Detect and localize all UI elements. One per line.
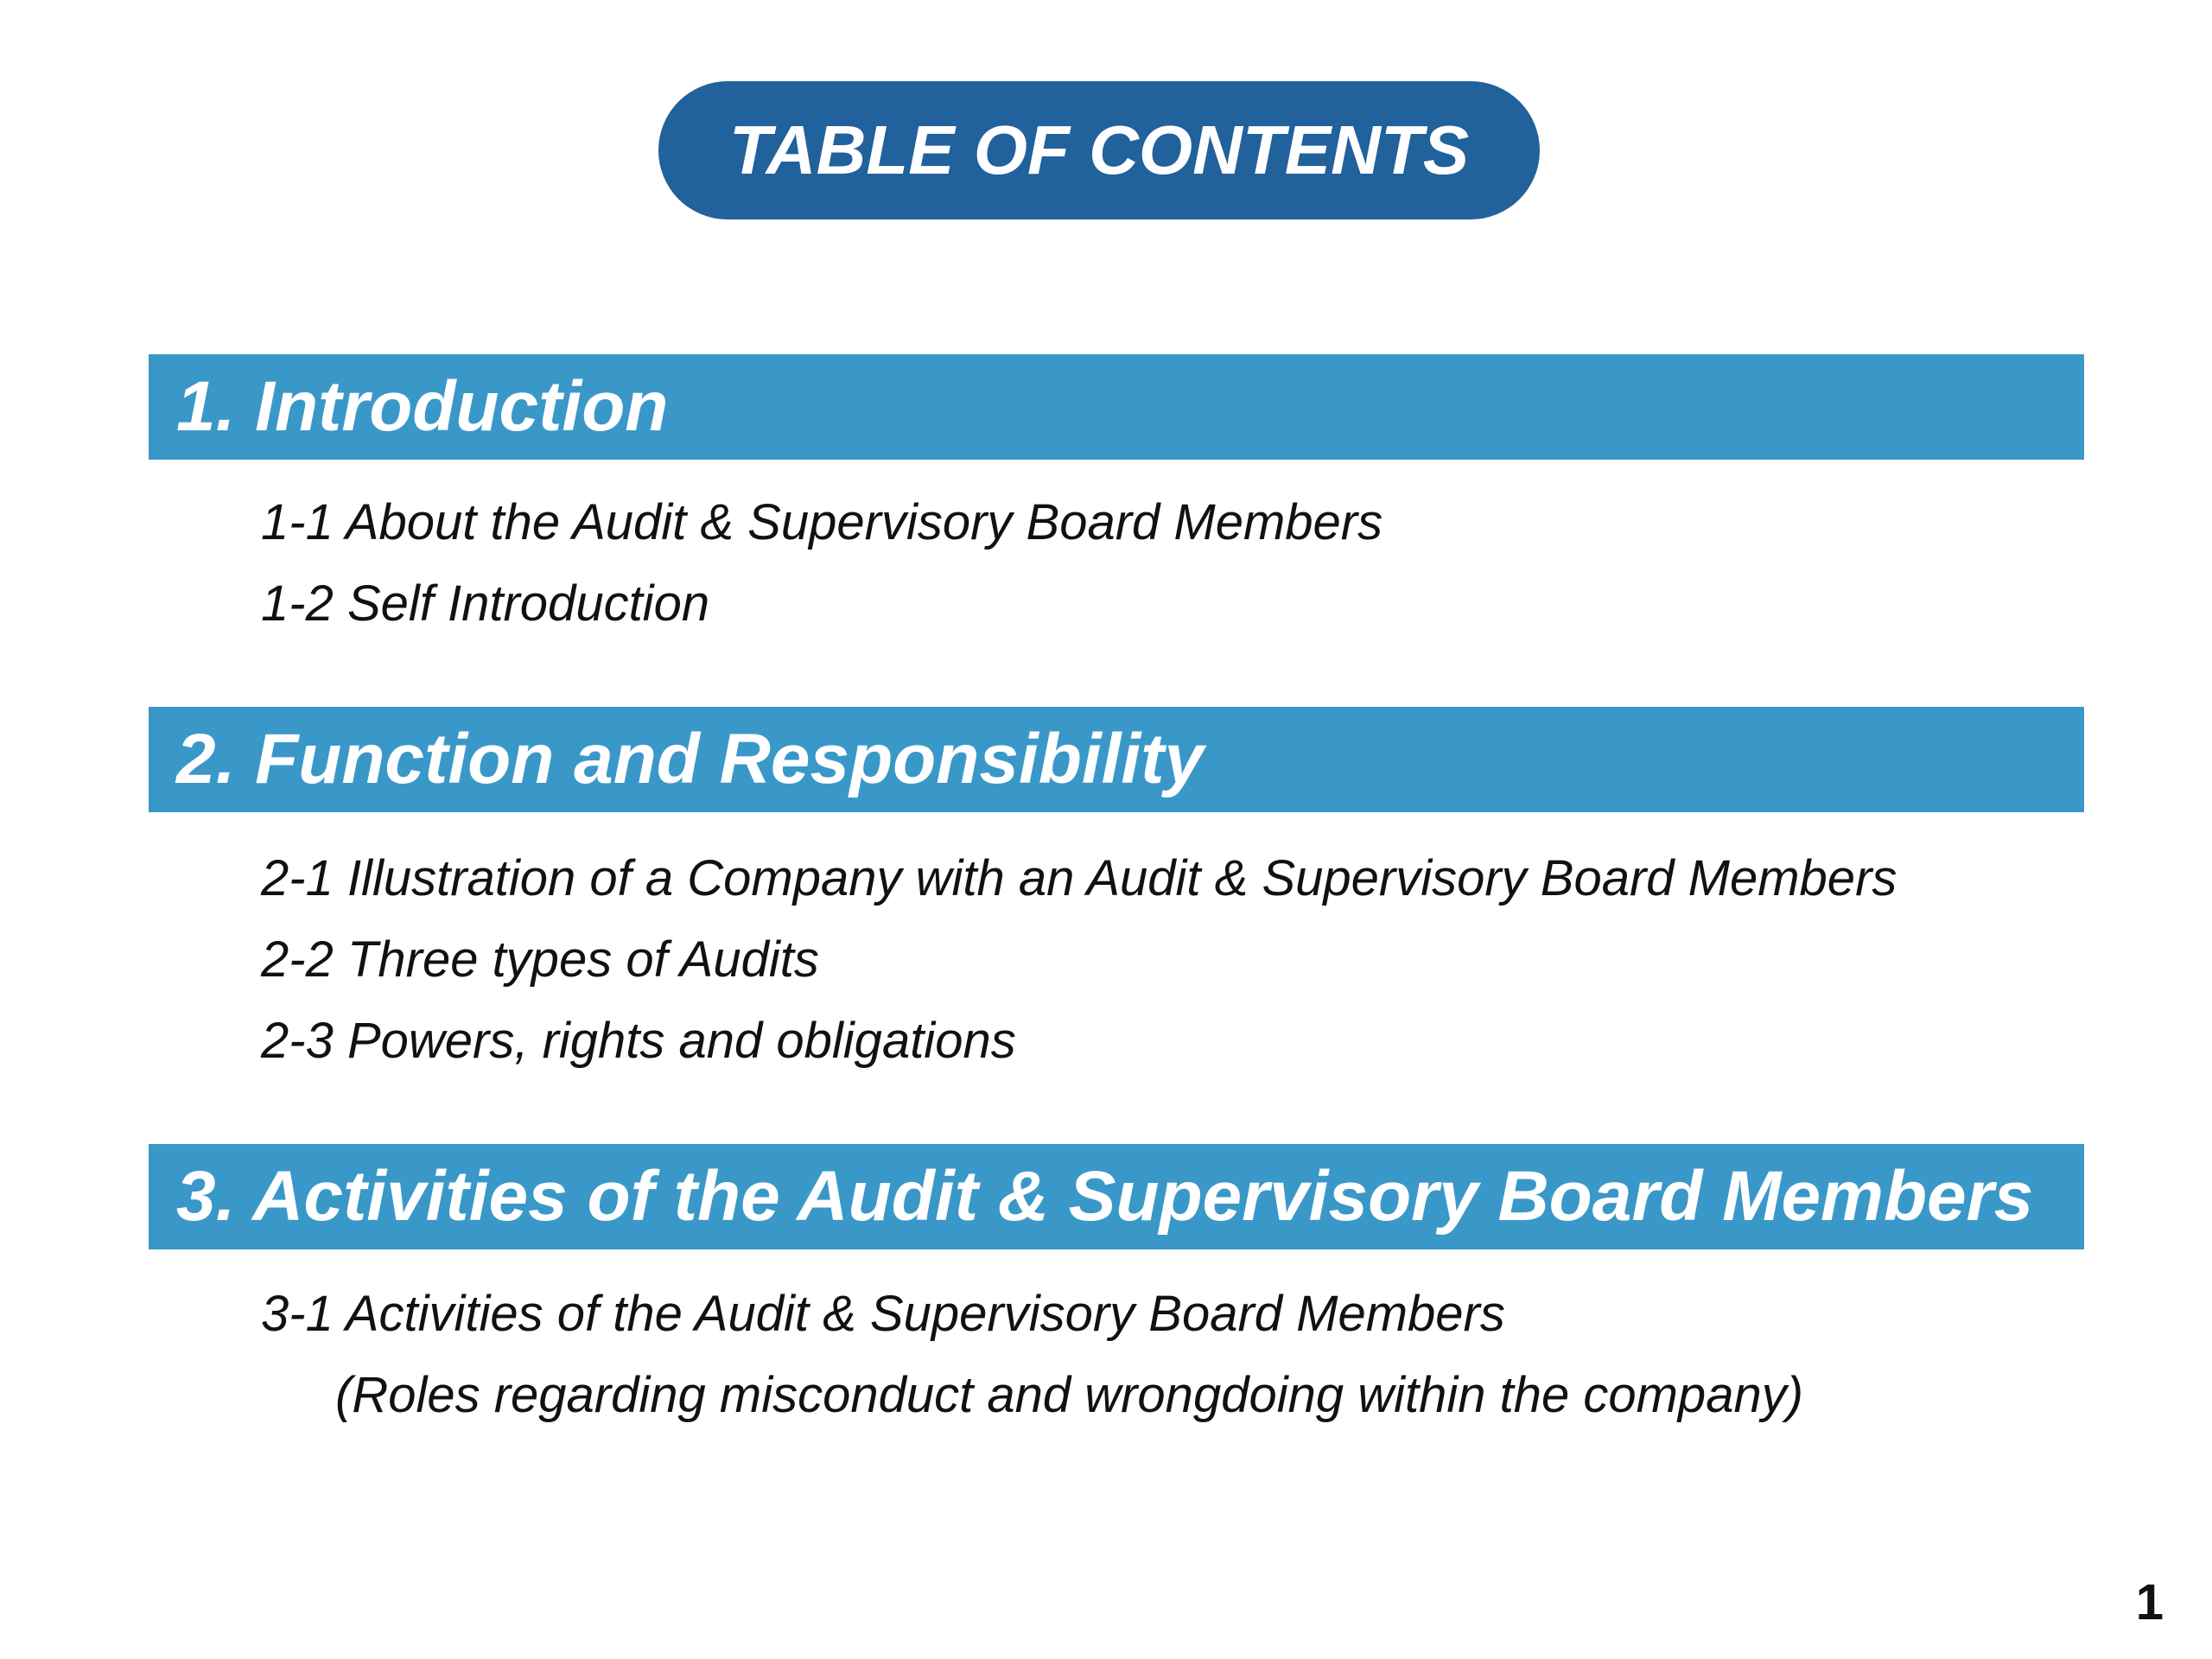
section-2-bar [149, 707, 2084, 812]
page-number: 1 [2135, 1574, 2164, 1630]
section-1-bar [149, 354, 2084, 460]
toc-item-1-2: 1-2 Self Introduction [261, 575, 710, 632]
section-2-heading: 2. Function and Responsibility [176, 720, 1205, 798]
toc-title: TABLE OF CONTENTS [728, 111, 1470, 188]
toc-item-2-1: 2-1 Illustration of a Company with an Audit & Supervisory Board Members [261, 850, 1897, 906]
section-1-heading: 1. Introduction [176, 367, 669, 446]
toc-item-2-2: 2-2 Three types of Audits [261, 931, 819, 988]
toc-item-3-1-note: (Roles regarding misconduct and wrongdoing within the company) [335, 1367, 1804, 1423]
section-3-bar [149, 1144, 2084, 1249]
section-3-heading: 3. Activities of the Audit & Supervisory Board Members [176, 1157, 2034, 1236]
toc-item-2-3: 2-3 Powers, rights and obligations [261, 1013, 1016, 1069]
toc-title-banner [658, 81, 1540, 219]
toc-item-1-1: 1-1 About the Audit & Supervisory Board Members [261, 494, 1383, 550]
toc-item-3-1: 3-1 Activities of the Audit & Supervisory Board Members [261, 1286, 1505, 1342]
